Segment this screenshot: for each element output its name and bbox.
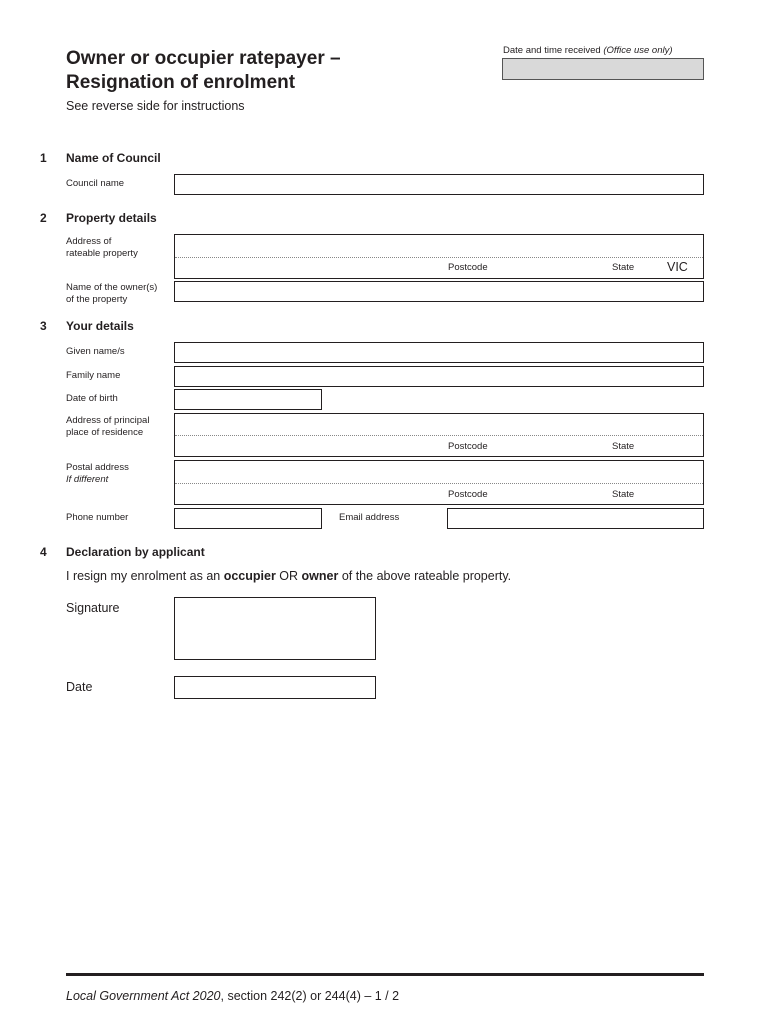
- postal-address-label: Postal address If different: [66, 462, 129, 485]
- state-value: VIC: [667, 260, 688, 274]
- section-1-number: 1: [40, 151, 47, 165]
- email-field[interactable]: [447, 508, 704, 529]
- section-4-title: Declaration by applicant: [66, 545, 205, 559]
- rateable-address-field[interactable]: [174, 234, 704, 279]
- declaration-text: I resign my enrolment as an occupier OR owner of the above rateable property.: [66, 569, 512, 583]
- family-name-label: Family name: [66, 370, 121, 381]
- signature-field[interactable]: [174, 597, 376, 660]
- date-label: Date: [66, 680, 93, 694]
- council-name-label: Council name: [66, 178, 125, 189]
- subtitle: See reverse side for instructions: [66, 99, 245, 113]
- phone-field[interactable]: [174, 508, 322, 529]
- phone-label: Phone number: [66, 512, 129, 523]
- address-divider: [175, 257, 703, 258]
- section-3-number: 3: [40, 319, 47, 333]
- office-use-box: [502, 58, 704, 80]
- section-3-title: Your details: [66, 319, 134, 333]
- residence-postcode-label: Postcode: [448, 441, 488, 452]
- postal-divider: [175, 483, 703, 484]
- title-line-2: Resignation of enrolment: [66, 72, 296, 93]
- postal-state-label: State: [612, 489, 635, 500]
- signature-label: Signature: [66, 601, 120, 615]
- owner-name-field[interactable]: [174, 281, 704, 302]
- office-use-label: Date and time received (Office use only): [503, 45, 673, 56]
- council-name-field[interactable]: [174, 174, 704, 195]
- section-2-number: 2: [40, 211, 47, 225]
- postal-postcode-label: Postcode: [448, 489, 488, 500]
- dob-field[interactable]: [174, 389, 322, 410]
- dob-label: Date of birth: [66, 393, 118, 404]
- section-4-number: 4: [40, 545, 47, 559]
- owner-name-label: Name of the owner(s) of the property: [66, 282, 158, 305]
- state-label: State: [612, 262, 635, 273]
- given-name-label: Given name/s: [66, 346, 125, 357]
- page-title: [66, 47, 341, 95]
- family-name-field[interactable]: [174, 366, 704, 387]
- email-label: Email address: [339, 512, 400, 523]
- footer-rule: [66, 973, 704, 976]
- residence-address-label: Address of principal place of residence: [66, 415, 150, 438]
- residence-divider: [175, 435, 703, 436]
- given-name-field[interactable]: [174, 342, 704, 363]
- footer-text: Local Government Act 2020, section 242(2) or 244(4) – 1 / 2: [66, 989, 400, 1003]
- date-field[interactable]: [174, 676, 376, 699]
- section-2-title: Property details: [66, 211, 157, 225]
- residence-address-field[interactable]: [174, 413, 704, 457]
- address-rateable-label: Address of rateable property: [66, 236, 138, 259]
- postcode-label: Postcode: [448, 262, 488, 273]
- postal-address-field[interactable]: [174, 460, 704, 505]
- title-line-1: Owner or occupier ratepayer –: [66, 48, 341, 69]
- residence-state-label: State: [612, 441, 635, 452]
- section-1-title: Name of Council: [66, 151, 161, 165]
